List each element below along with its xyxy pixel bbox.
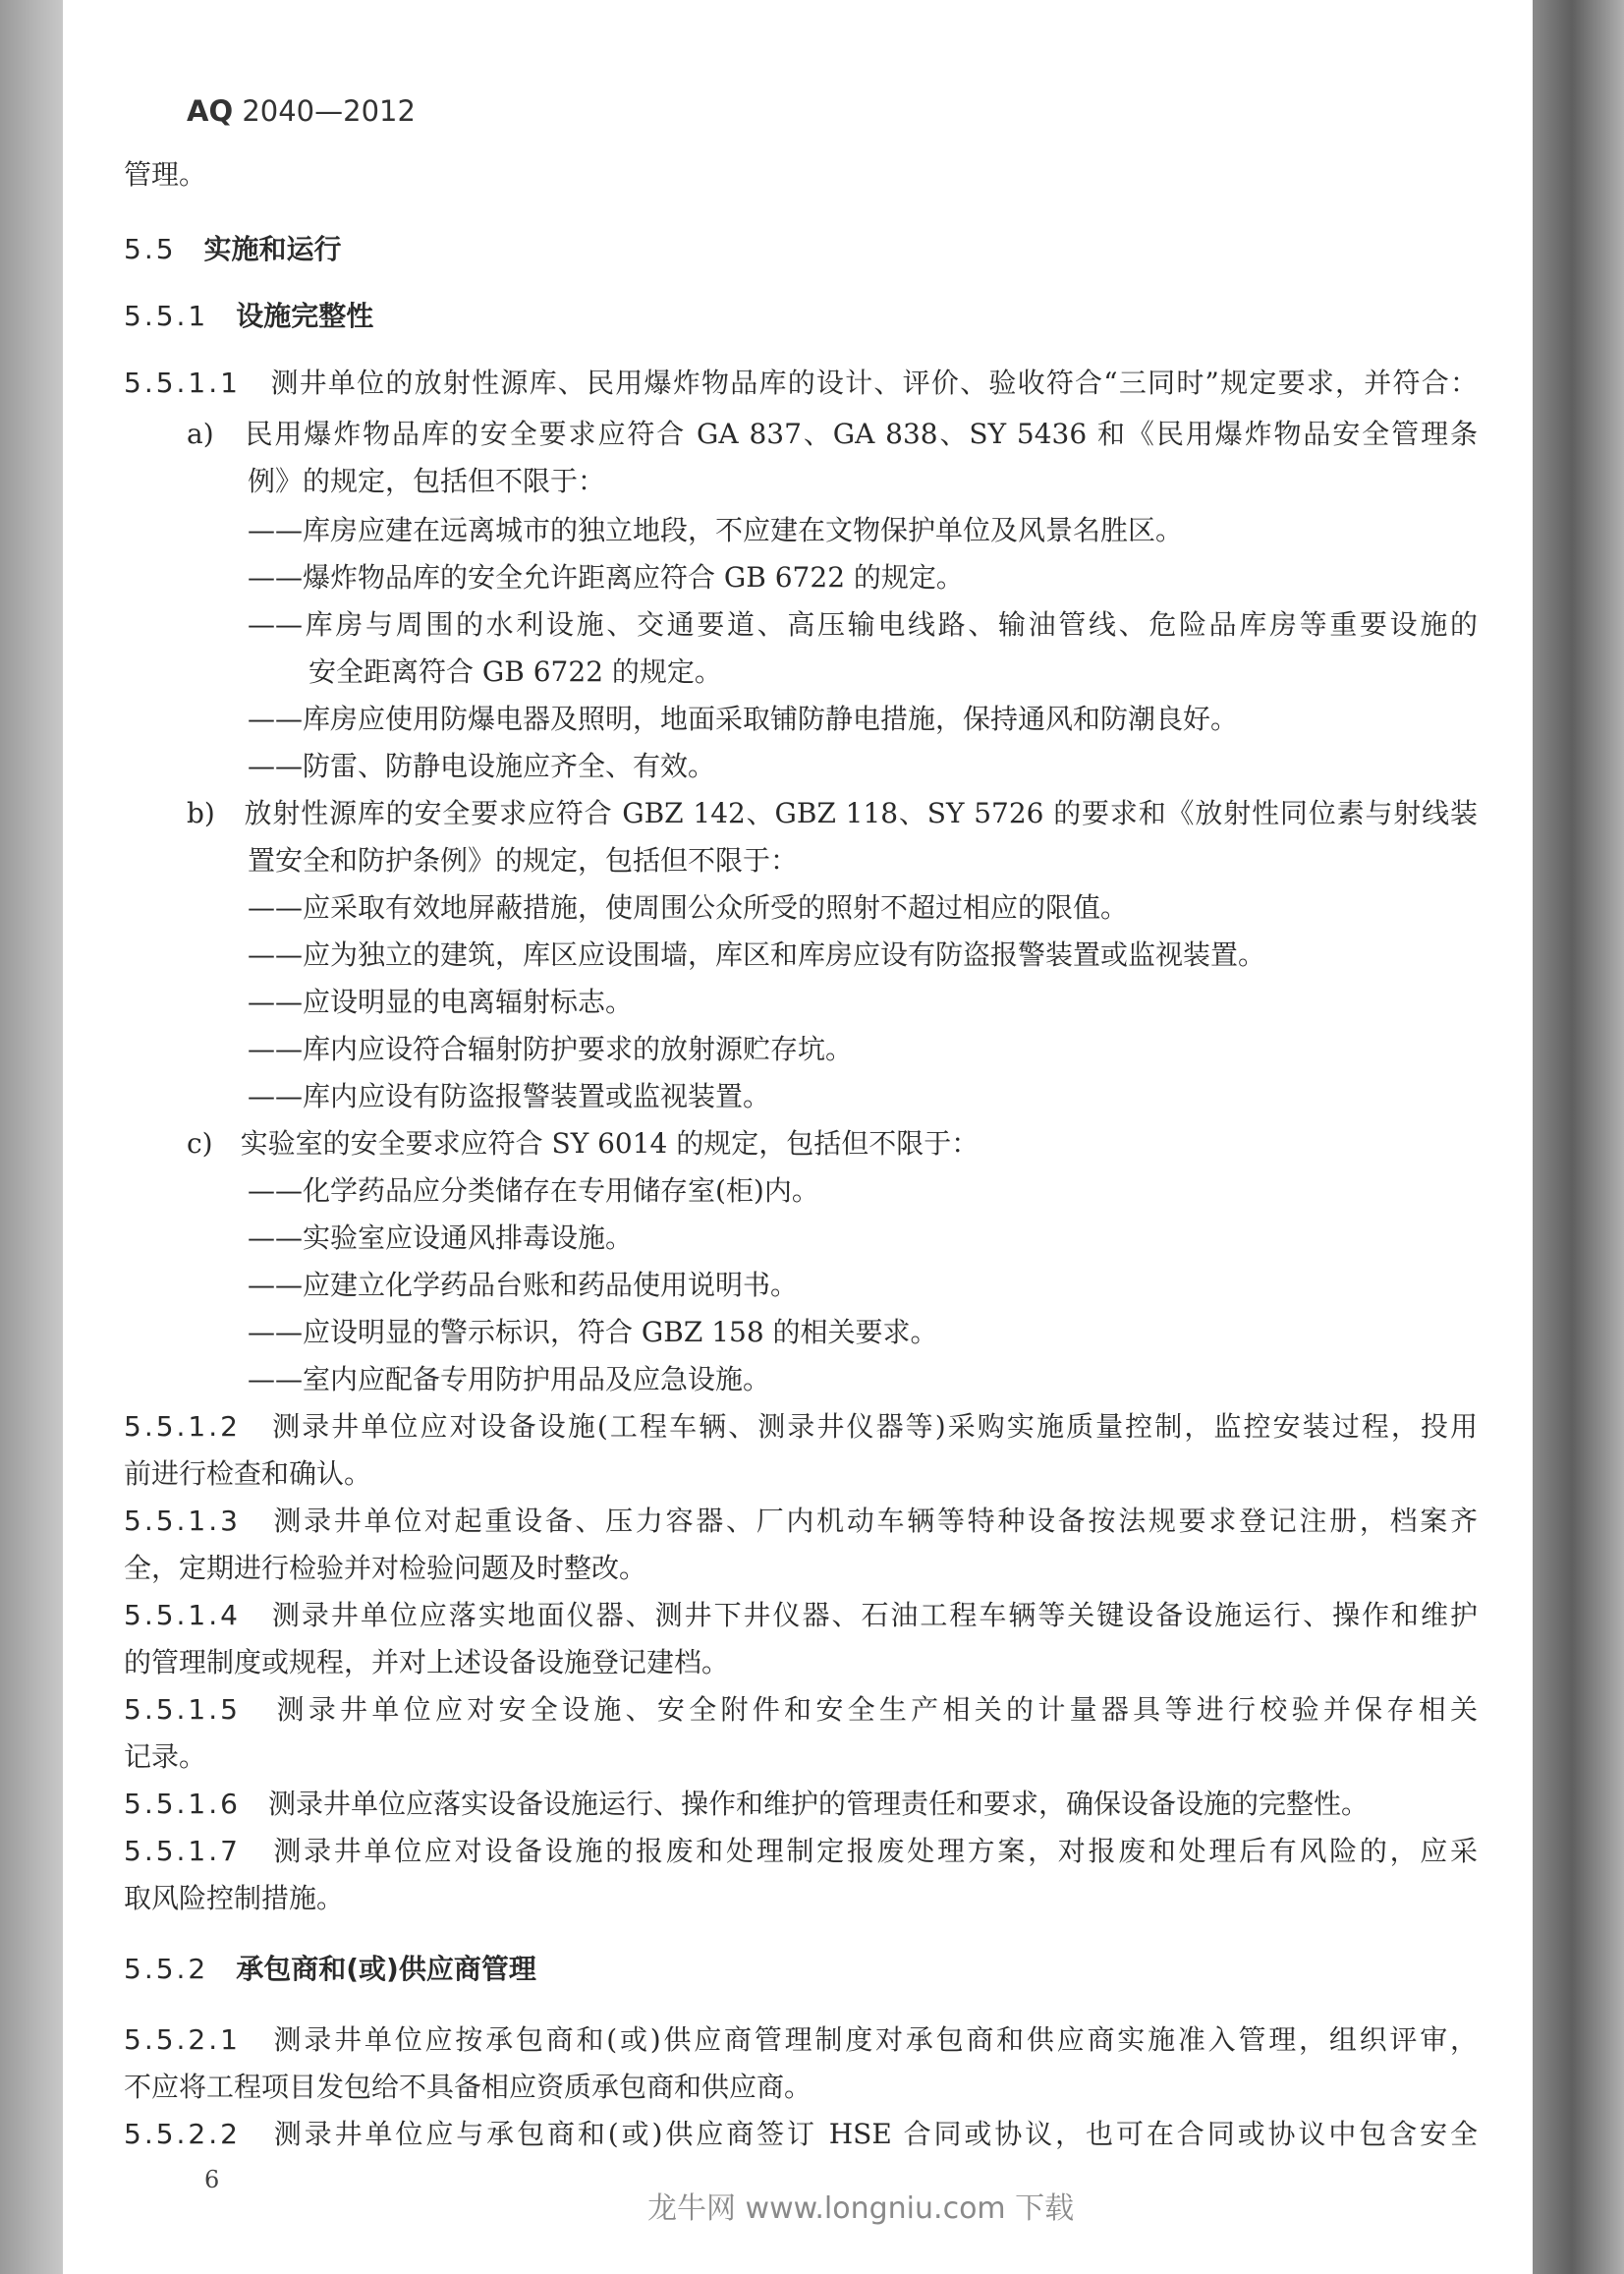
text-line: ——库内应设有防盗报警装置或监视装置。 xyxy=(248,1080,771,1112)
text-line: ——库房与周围的水利设施、交通要道、高压输电线路、输油管线、危险品库房等重要设施的 xyxy=(248,608,1478,641)
watermark-text: 龙牛网 www.longniu.com 下载 xyxy=(647,2191,1075,2226)
text-line: b) 放射性源库的安全要求应符合 GBZ 142、GBZ 118、SY 5726 的要求和《放射性同位素与射线装 xyxy=(187,797,1478,829)
text-line: ——应建立化学药品台账和药品使用说明书。 xyxy=(248,1269,799,1301)
text-line: 5.5.1.1 测井单位的放射性源库、民用爆炸物品库的设计、评价、验收符合“三同时”规定要求，并符合： xyxy=(124,367,1478,399)
text-line: a) 民用爆炸物品库的安全要求应符合 GA 837、GA 838、SY 5436 和《民用爆炸物品安全管理条 xyxy=(187,418,1478,450)
standard-prefix: AQ xyxy=(187,94,234,128)
text-line: ——化学药品应分类储存在专用储存室(柜)内。 xyxy=(248,1174,819,1207)
text-line: 5.5.1.2 测录井单位应对设备设施(工程车辆、测录井仪器等)采购实施质量控制，监控安装过程，投用 xyxy=(124,1410,1478,1443)
text-line: 前进行检查和确认。 xyxy=(124,1457,372,1490)
standard-number: 2040—2012 xyxy=(242,94,416,128)
text-line: ——应采取有效地屏蔽措施，使周围公众所受的照射不超过相应的限值。 xyxy=(248,891,1129,924)
text-line: ——爆炸物品库的安全允许距离应符合 GB 6722 的规定。 xyxy=(248,561,964,594)
text-line: ——应设明显的电离辐射标志。 xyxy=(248,986,634,1018)
text-line: ——防雷、防静电设施应齐全、有效。 xyxy=(248,750,716,782)
text-line: 管理。 xyxy=(124,158,207,191)
section-heading: 5.5.2 承包商和(或)供应商管理 xyxy=(124,1953,536,1985)
text-line: 5.5.1.3 测录井单位对起重设备、压力容器、厂内机动车辆等特种设备按法规要求登记注册，档案齐 xyxy=(124,1505,1478,1537)
text-line: 5.5.1.6 测录井单位应落实设备设施运行、操作和维护的管理责任和要求，确保设备设施的完整性。 xyxy=(124,1788,1369,1820)
section-heading: 5.5.1 设施完整性 xyxy=(124,300,374,332)
document-page xyxy=(63,0,1533,2274)
text-line: 不应将工程项目发包给不具备相应资质承包商和供应商。 xyxy=(124,2071,812,2103)
text-line: ——库房应建在远离城市的独立地段，不应建在文物保护单位及风景名胜区。 xyxy=(248,514,1184,546)
text-line: ——实验室应设通风排毒设施。 xyxy=(248,1222,634,1254)
text-line: 全，定期进行检验并对检验问题及时整改。 xyxy=(124,1552,647,1584)
text-line: 例》的规定，包括但不限于： xyxy=(248,465,606,497)
text-line: 记录。 xyxy=(124,1740,207,1773)
text-line: 置安全和防护条例》的规定，包括但不限于： xyxy=(248,844,799,877)
page-number: 6 xyxy=(204,2166,220,2193)
text-line: ——库内应设符合辐射防护要求的放射源贮存坑。 xyxy=(248,1033,854,1065)
text-line: 安全距离符合 GB 6722 的规定。 xyxy=(308,655,722,688)
text-line: 取风险控制措施。 xyxy=(124,1882,345,1914)
text-line: 5.5.1.5 测录井单位应对安全设施、安全附件和安全生产相关的计量器具等进行校验并保存相关 xyxy=(124,1693,1478,1726)
text-line: 5.5.1.4 测录井单位应落实地面仪器、测井下井仪器、石油工程车辆等关键设备设施运行、操作和维护 xyxy=(124,1599,1478,1631)
text-line: c) 实验室的安全要求应符合 SY 6014 的规定，包括但不限于： xyxy=(187,1127,980,1160)
text-line: 5.5.2.1 测录井单位应按承包商和(或)供应商管理制度对承包商和供应商实施准入管理，组织评审， xyxy=(124,2023,1478,2056)
standard-header xyxy=(187,94,416,128)
text-line: ——应设明显的警示标识，符合 GBZ 158 的相关要求。 xyxy=(248,1316,938,1348)
text-line: 5.5.1.7 测录井单位应对设备设施的报废和处理制定报废处理方案，对报废和处理后有风险的，应采 xyxy=(124,1835,1478,1867)
section-heading: 5.5 实施和运行 xyxy=(124,233,342,265)
text-line: ——室内应配备专用防护用品及应急设施。 xyxy=(248,1363,771,1395)
text-line: 的管理制度或规程，并对上述设备设施登记建档。 xyxy=(124,1646,730,1678)
text-line: ——库房应使用防爆电器及照明，地面采取铺防静电措施，保持通风和防潮良好。 xyxy=(248,703,1239,735)
text-line: 5.5.2.2 测录井单位应与承包商和(或)供应商签订 HSE 合同或协议，也可在合同或协议中包含安全 xyxy=(124,2118,1478,2150)
text-line: ——应为独立的建筑，库区应设围墙，库区和库房应设有防盗报警装置或监视装置。 xyxy=(248,938,1266,971)
